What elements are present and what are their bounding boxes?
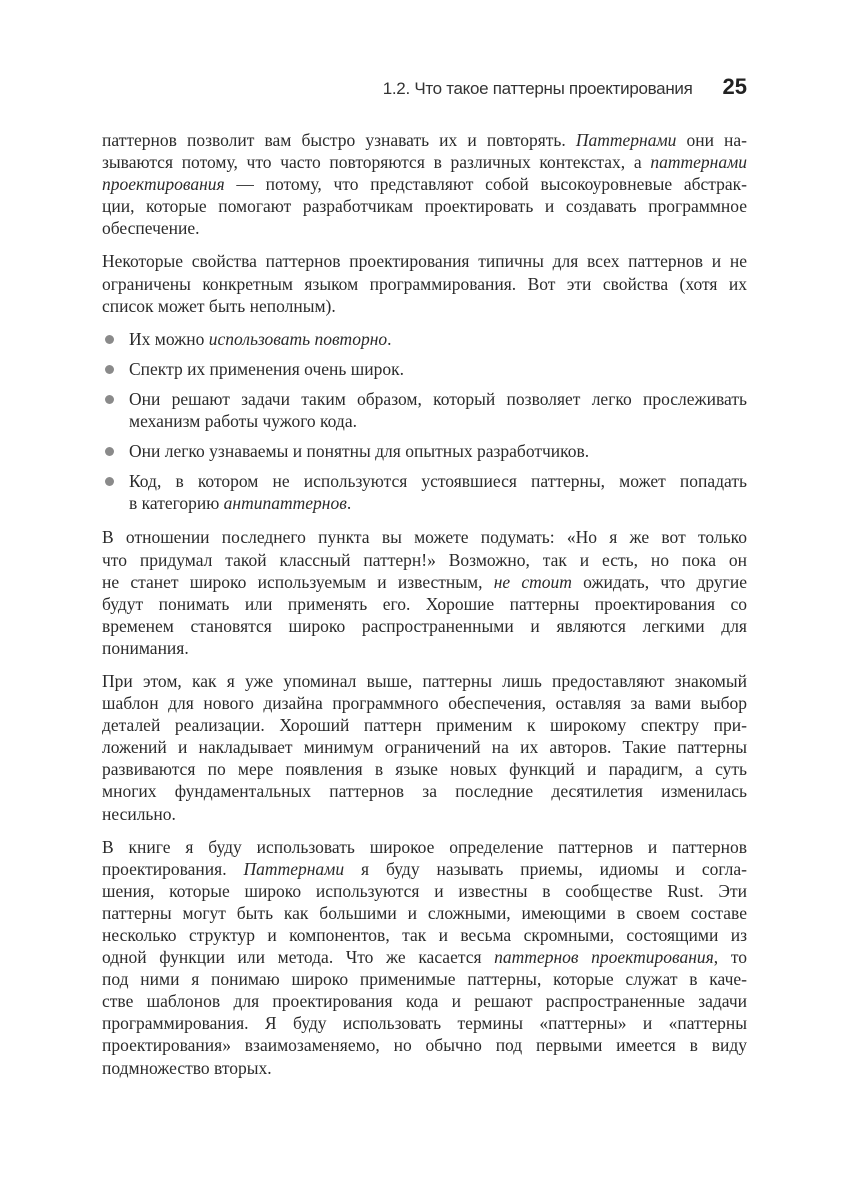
text-line <box>102 571 747 593</box>
text-run: . <box>346 493 352 514</box>
bullet-icon <box>105 365 114 374</box>
text-line <box>102 615 747 637</box>
text-run: не станет широко используемым и известным, <box>102 571 494 592</box>
text-run: Некоторые свойства паттернов проектирования типичны для всех паттернов и не <box>102 251 747 272</box>
text-run: будут понимать или применять его. Хорошие паттерны проектирования со <box>102 593 747 614</box>
text-run: обеспечение. <box>102 218 200 239</box>
text-line <box>102 990 747 1012</box>
bullet-icon <box>105 395 114 404</box>
text-line <box>102 217 747 239</box>
text-line <box>102 1057 747 1079</box>
text-run: механизм работы чужого кода. <box>129 411 357 432</box>
paragraph <box>102 129 747 239</box>
text-line <box>102 670 747 692</box>
text-line <box>102 858 747 880</box>
text-line <box>102 946 747 968</box>
emphasis-text: паттернов проектирования <box>494 947 714 968</box>
text-run: подмножество вторых. <box>102 1057 272 1078</box>
text-line <box>102 803 747 825</box>
text-line <box>129 358 747 380</box>
text-run: ложений и накладывает минимум ограничений на их авторов. Такие паттерны <box>102 737 747 758</box>
text-line <box>102 836 747 858</box>
text-line <box>102 1034 747 1056</box>
text-run: шения, которые широко используются и известны в сообществе Rust. Эти <box>102 880 747 901</box>
chapter-section-title: 1.2. Что такое паттерны проектирования <box>382 79 693 98</box>
text-run: что придумал такой классный паттерн!» Возможно, так и есть, но пока он <box>102 549 747 570</box>
text-run: деталей реализации. Хороший паттерн применим к широкому спектру при- <box>102 715 747 736</box>
text-line <box>102 968 747 990</box>
text-run: В отношении последнего пункта вы можете подумать: «Но я же вот только <box>102 527 747 548</box>
emphasis-text: использовать повторно <box>208 328 388 349</box>
text-run: одной функции или метода. Что же касается <box>102 947 495 968</box>
text-line <box>102 924 747 946</box>
text-run: Они легко узнаваемы и понятны для опытных разработчиков. <box>129 441 590 462</box>
text-run: — потому, что представляют собой высокоуровневые абстрак- <box>224 174 747 195</box>
bullet-icon <box>105 447 114 456</box>
page-number: 25 <box>722 74 747 99</box>
text-run: стве шаблонов для проектирования кода и решают распространенные задачи <box>102 991 747 1012</box>
text-line <box>102 151 747 173</box>
paragraph <box>102 836 747 1079</box>
text-run: понимания. <box>102 637 189 658</box>
text-line <box>102 902 747 924</box>
emphasis-text: не стоит <box>493 571 572 592</box>
paragraph <box>102 526 747 659</box>
text-run: многих фундаментальных паттернов за последние десятилетия изменилась <box>102 781 747 802</box>
running-header <box>102 74 747 102</box>
text-line <box>129 470 747 492</box>
text-line <box>102 195 747 217</box>
text-line <box>129 410 747 432</box>
text-line <box>102 250 747 272</box>
text-run: они на- <box>676 130 747 150</box>
text-run: проектирования. <box>102 858 244 879</box>
text-run: несильно. <box>102 803 176 824</box>
text-run: Их можно <box>129 328 209 349</box>
text-line <box>102 593 747 615</box>
emphasis-text: Паттернами <box>575 130 677 150</box>
list-item <box>102 328 747 350</box>
text-run: проектирования» взаимозаменяемо, но обычно под первыми имеется в виду <box>102 1035 747 1056</box>
text-run: , то <box>713 947 747 968</box>
text-run: временем становятся широко распространенными и являются легкими для <box>102 615 747 636</box>
text-line <box>102 637 747 659</box>
emphasis-text: Паттернами <box>243 858 345 879</box>
list-item <box>102 388 747 432</box>
bullet-icon <box>105 477 114 486</box>
text-run: При этом, как я уже упоминал выше, паттерны лишь предоставляют знакомый <box>102 670 747 691</box>
text-run: ограничены конкретным языком программирования. Вот эти свойства (хотя их <box>102 273 747 294</box>
text-line <box>102 295 747 317</box>
text-line <box>102 526 747 548</box>
text-line <box>129 388 747 410</box>
text-run: . <box>387 328 392 349</box>
paragraph <box>102 670 747 825</box>
text-line <box>102 880 747 902</box>
bullet-icon <box>105 335 114 344</box>
emphasis-text: паттернами <box>650 152 747 173</box>
text-line <box>102 549 747 571</box>
text-line <box>129 440 747 462</box>
text-line <box>102 1012 747 1034</box>
text-line <box>102 780 747 802</box>
text-run: я буду называть приемы, идиомы и согла- <box>344 858 747 879</box>
text-line <box>102 273 747 295</box>
text-run: зываются потому, что часто повторяются в различных контекстах, а <box>102 152 651 173</box>
text-run: паттерны могут быть как большими и сложными, имеющими в своем составе <box>102 902 747 923</box>
list-item <box>102 470 747 514</box>
text-line <box>102 736 747 758</box>
text-run: в категорию <box>129 493 224 514</box>
text-line <box>102 173 747 195</box>
paragraph <box>102 250 747 316</box>
text-run: В книге я буду использовать широкое определение паттернов и паттернов <box>102 836 747 857</box>
text-line <box>102 129 747 151</box>
text-run: ции, которые помогают разработчикам проектировать и создавать программное <box>102 196 747 217</box>
text-run: Код, в котором не используются устоявшиеся паттерны, может попадать <box>129 471 747 492</box>
text-run: Они решают задачи таким образом, который позволяет легко прослеживать <box>129 388 747 409</box>
emphasis-text: антипаттернов <box>223 493 347 514</box>
bullet-list <box>102 328 747 515</box>
text-run: паттернов позволит вам быстро узнавать их и повторять. <box>102 130 576 150</box>
page-body <box>102 129 747 1090</box>
text-run: список может быть неполным). <box>102 295 336 316</box>
text-line <box>129 328 747 350</box>
text-line <box>102 692 747 714</box>
text-run: ожидать, что другие <box>571 571 747 592</box>
text-line <box>102 714 747 736</box>
text-run: Спектр их применения очень широк. <box>129 358 404 379</box>
text-run: программирования. Я буду использовать термины «паттерны» и «паттерны <box>102 1013 747 1034</box>
text-run: под ними я понимаю широко применимые паттерны, которые служат в каче- <box>102 969 747 990</box>
text-line <box>102 758 747 780</box>
emphasis-text: проектирования <box>102 174 225 195</box>
text-run: несколько структур и компонентов, так и весьма скромными, состоящими из <box>102 925 747 945</box>
text-run: шаблон для нового дизайна программного обеспечения, оставляя за вами выбор <box>102 693 747 714</box>
list-item <box>102 358 747 380</box>
text-run: развиваются по мере появления в языке новых функций и парадигм, а суть <box>102 759 747 780</box>
text-line <box>129 492 747 514</box>
list-item <box>102 440 747 462</box>
